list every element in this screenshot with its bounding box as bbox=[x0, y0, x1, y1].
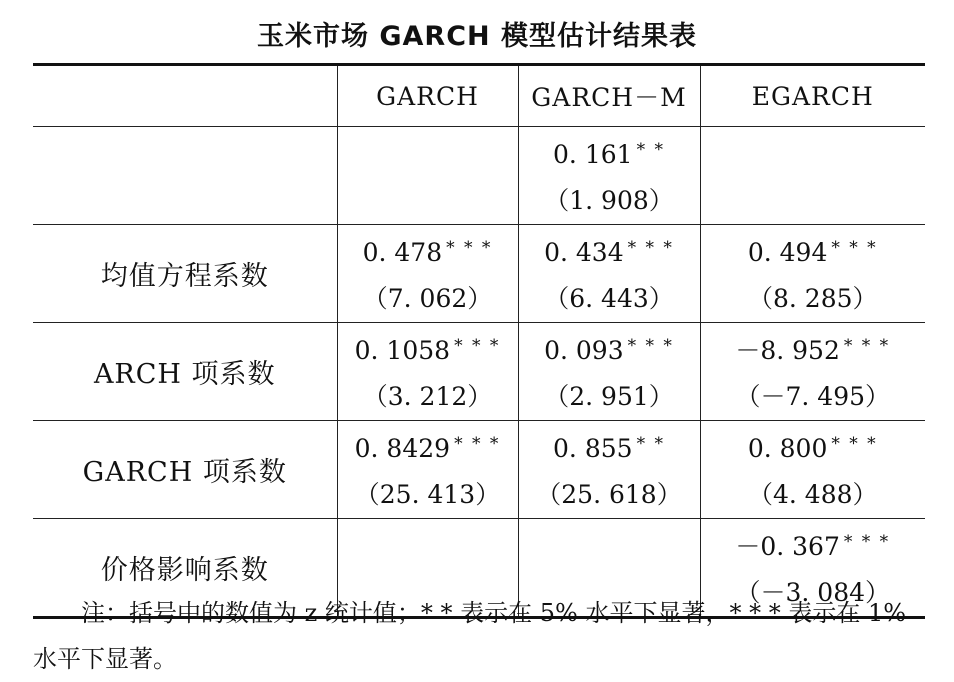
z-statistic: （－7. 495） bbox=[735, 382, 891, 411]
significance-stars: * * * bbox=[454, 336, 501, 356]
table-row bbox=[33, 225, 925, 323]
value-cell bbox=[700, 127, 925, 225]
coefficient-value: 0. 478 bbox=[362, 238, 443, 267]
header-cell-blank bbox=[33, 65, 337, 127]
coefficient bbox=[519, 127, 700, 178]
z-statistic: （6. 443） bbox=[544, 284, 674, 313]
coefficient-value: 0. 161 bbox=[553, 140, 633, 169]
coefficient bbox=[519, 323, 700, 374]
value-cell bbox=[337, 323, 518, 421]
coefficient bbox=[701, 323, 926, 374]
significance-stars: * * * bbox=[831, 434, 878, 454]
coefficient bbox=[701, 519, 926, 570]
row-label: ARCH 项系数 bbox=[33, 323, 337, 421]
coefficient-value: 0. 855 bbox=[553, 434, 633, 463]
significance-stars: * * * bbox=[831, 238, 878, 258]
coefficient-value: －0. 367 bbox=[735, 532, 840, 561]
z-statistic: （3. 212） bbox=[362, 382, 493, 411]
coefficient bbox=[519, 542, 700, 593]
row-label: 价格影响系数 bbox=[33, 519, 337, 618]
table-row bbox=[33, 323, 925, 421]
significance-stars: * * * bbox=[454, 434, 501, 454]
row-label: 均值方程系数 bbox=[33, 225, 337, 323]
coefficient bbox=[338, 225, 518, 276]
value-cell bbox=[700, 421, 925, 519]
value-cell bbox=[337, 225, 518, 323]
coefficient bbox=[519, 421, 700, 472]
significance-stars: * * * bbox=[627, 238, 674, 258]
row-label: GARCH 项系数 bbox=[33, 421, 337, 519]
coefficient-value: 0. 1058 bbox=[354, 336, 451, 365]
coefficient-value: 0. 093 bbox=[544, 336, 624, 365]
header-cell-garch: GARCH bbox=[337, 65, 518, 127]
z-statistic: （25. 413） bbox=[354, 480, 501, 509]
coefficient-value: 0. 434 bbox=[544, 238, 624, 267]
significance-stars: * * * bbox=[627, 336, 674, 356]
significance-stars: * * bbox=[636, 140, 665, 160]
coefficient bbox=[338, 421, 518, 472]
coefficient-value: 0. 8429 bbox=[354, 434, 451, 463]
z-statistic: （－3. 084） bbox=[735, 578, 891, 607]
value-cell bbox=[518, 323, 700, 421]
significance-stars: * * * bbox=[446, 238, 493, 258]
z-statistic: （7. 062） bbox=[362, 284, 493, 313]
header-cell-egarch: EGARCH bbox=[700, 65, 925, 127]
significance-stars: * * * bbox=[843, 336, 891, 356]
row-label bbox=[33, 127, 337, 225]
significance-stars: * * bbox=[636, 434, 665, 454]
coefficient bbox=[338, 542, 518, 593]
coefficient-value: 0. 800 bbox=[747, 434, 828, 463]
value-cell bbox=[518, 127, 700, 225]
value-cell bbox=[518, 421, 700, 519]
table-title: 玉米市场 GARCH 模型估计结果表 bbox=[256, 21, 698, 52]
coefficient bbox=[701, 225, 926, 276]
header-cell-garch-m: GARCH－M bbox=[518, 65, 700, 127]
coefficient bbox=[701, 421, 926, 472]
z-statistic: （8. 285） bbox=[747, 284, 878, 313]
table-row bbox=[33, 127, 925, 225]
value-cell bbox=[700, 225, 925, 323]
z-statistic: （4. 488） bbox=[747, 480, 878, 509]
coefficient-value: －8. 952 bbox=[735, 336, 840, 365]
coefficient bbox=[519, 225, 700, 276]
table-row bbox=[33, 421, 925, 519]
coefficient bbox=[701, 150, 926, 201]
z-statistic: （1. 908） bbox=[544, 186, 674, 215]
header-row bbox=[33, 65, 925, 127]
coefficient bbox=[338, 323, 518, 374]
z-statistic: （25. 618） bbox=[536, 480, 682, 509]
significance-stars: * * * bbox=[843, 532, 891, 552]
coefficient bbox=[338, 150, 518, 201]
value-cell bbox=[337, 127, 518, 225]
results-table bbox=[33, 63, 925, 619]
value-cell bbox=[700, 323, 925, 421]
coefficient-value: 0. 494 bbox=[747, 238, 828, 267]
value-cell bbox=[518, 225, 700, 323]
z-statistic: （2. 951） bbox=[544, 382, 674, 411]
table-footnote: 注：括号中的数值为 z 统计值；* * 表示在 5% 水平下显著，* * * 表示在 1% 水平下显著。 bbox=[33, 599, 907, 673]
value-cell bbox=[337, 421, 518, 519]
